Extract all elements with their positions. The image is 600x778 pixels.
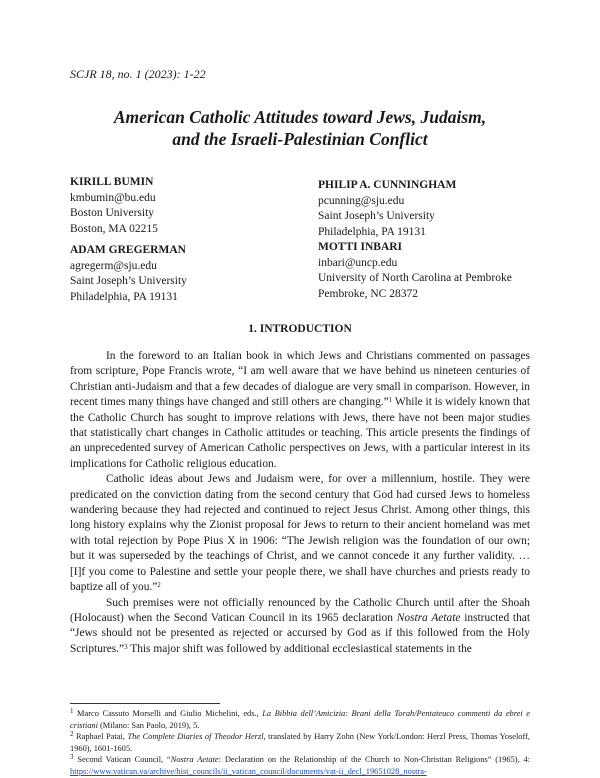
author-name: KIRILL BUMIN <box>70 176 154 188</box>
author-affiliation: University of North Carolina at Pembroke <box>318 272 512 284</box>
footnote-text: Second Vatican Council, “ <box>73 755 171 765</box>
footnote-number: 3 <box>70 753 74 762</box>
footnote-book-title: Nostra Aetate <box>170 755 219 765</box>
journal-reference: SCJR 18, no. 1 (2023): 1-22 <box>70 67 206 81</box>
footnote-divider <box>70 703 220 704</box>
author-name: PHILIP A. CUNNINGHAM <box>318 179 457 191</box>
author-address: Philadelphia, PA 19131 <box>70 290 178 303</box>
footnote-text: Raphael Patai, <box>73 732 128 742</box>
author-email: pcunning@sju.edu <box>318 194 405 207</box>
author-email: agregerm@sju.edu <box>70 259 157 272</box>
author-block-cunningham <box>318 178 456 240</box>
author-email: inbari@uncp.edu <box>318 256 398 269</box>
footnote-text: : Declaration on the Relationship of the Church to Non-Christian Religions” (1965), 4: <box>218 755 531 765</box>
author-affiliation: Saint Joseph’s University <box>70 275 187 287</box>
author-address: Boston, MA 02215 <box>70 222 158 235</box>
footnote-text: Marco Cassuto Morselli and Giulio Michelini, eds., <box>73 709 263 718</box>
paragraph-3-text-end: This major shift was followed by additional ecclesiastical statements in the <box>127 642 472 655</box>
footnote-3 <box>70 754 530 777</box>
paragraph-3-text: Such premises were not officially renounced by the Catholic Church until after the Shoah (Holocaust) when the Second Vatican Council in its 1965 declaration <box>70 596 530 624</box>
paragraph-3 <box>70 596 530 658</box>
paragraph-3-text-cont: instructed that “Jews should not be presented as rejected or accursed by God as if this followed from the Holy Scriptures.” <box>70 611 530 655</box>
paragraph-1-text: In the foreword to an Italian book in which Jews and Christians commented on passages from scripture, Pope Francis wrote, “I am well aware that we have behind us nineteen centuries of Christian anti-Judaism and that a few decades of dialogue are very small in comparison. However, in recent times many things have changed and still others are changing.” <box>70 350 530 409</box>
footnote-book-title: The Complete Diaries of Theodor Herzl <box>127 732 264 742</box>
paper-title <box>60 106 540 150</box>
section-heading-introduction: 1. INTRODUCTION <box>248 323 352 335</box>
title-line-2: and the Israeli-Palestinian Conflict <box>172 129 428 149</box>
author-name: ADAM GREGERMAN <box>70 244 186 256</box>
title-line-1: American Catholic Attitudes toward Jews, Judaism, <box>113 107 487 127</box>
author-affiliation: Boston University <box>70 207 155 219</box>
author-affiliation: Saint Joseph’s University <box>318 210 435 222</box>
footnote-marker-3: 3 <box>124 642 128 651</box>
paragraph-1 <box>70 349 530 472</box>
footnotes <box>70 708 530 778</box>
footnote-marker-1: 1 <box>388 396 393 405</box>
footnote-text: (Milano: San Paolo, 2019), 5. <box>97 720 200 730</box>
nostra-aetate-title: Nostra Aetate <box>396 611 461 624</box>
footnote-text: , translated by Harry Zohn (New York/London: Herzl Press, Thomas Yoseloff, 1960), 1601-1605. <box>70 732 530 753</box>
footnote-number: 1 <box>70 707 74 715</box>
author-block-inbari <box>318 240 512 302</box>
author-email: kmbumin@bu.edu <box>70 191 156 204</box>
author-address: Philadelphia, PA 19131 <box>318 225 426 238</box>
vatican-document-link[interactable]: https://www.vatican.va/archive/hist_councils/ii_vatican_council/documents/vat-ii_decl_19651028_nostra- <box>70 766 427 776</box>
author-name: MOTTI INBARI <box>318 241 403 253</box>
author-block-bumin <box>70 175 158 237</box>
footnote-2 <box>70 731 530 754</box>
paragraph-2-text: Catholic ideas about Jews and Judaism were, for over a millennium, hostile. They were predicated on the conviction dating from the second century that God had cursed Jews to homeless wandering because they had rejected and continued to reject Jesus Christ. Among other things, this long history explains why the Zionist proposal for Jews to return to their ancient homeland was met with total rejection by Pope Pius X in 1906: “The Jewish religion was the foundation of our own; but it was superseded by the teachings of Christ, and we cannot concede it any further validity. … [I]f you come to Palestine and settle your people there, we shall have churches and priests ready to baptize all of you.” <box>70 473 530 594</box>
paragraph-2 <box>70 472 530 595</box>
author-address: Pembroke, NC 28372 <box>318 287 418 300</box>
author-block-gregerman <box>70 243 187 305</box>
footnote-book-title: La Bibbia dell’Amicizia: Brani della Torah/Pentateuco commenti da ebrei e cristiani <box>70 709 530 730</box>
footnote-marker-2: 2 <box>157 581 161 590</box>
body-text <box>70 349 530 657</box>
paragraph-1-text-cont: While it is widely known that the Catholic Church has sought to improve relations with Jews, there have not been major studies that statistically chart changes in Catholic attitudes or teaching. This article presents the findings of an unprecedented survey of American Catholic perspectives on Jews, with a particular interest in its implications for Catholic religious education. <box>70 396 530 470</box>
footnote-1 <box>70 708 530 731</box>
footnote-number: 2 <box>70 730 74 739</box>
